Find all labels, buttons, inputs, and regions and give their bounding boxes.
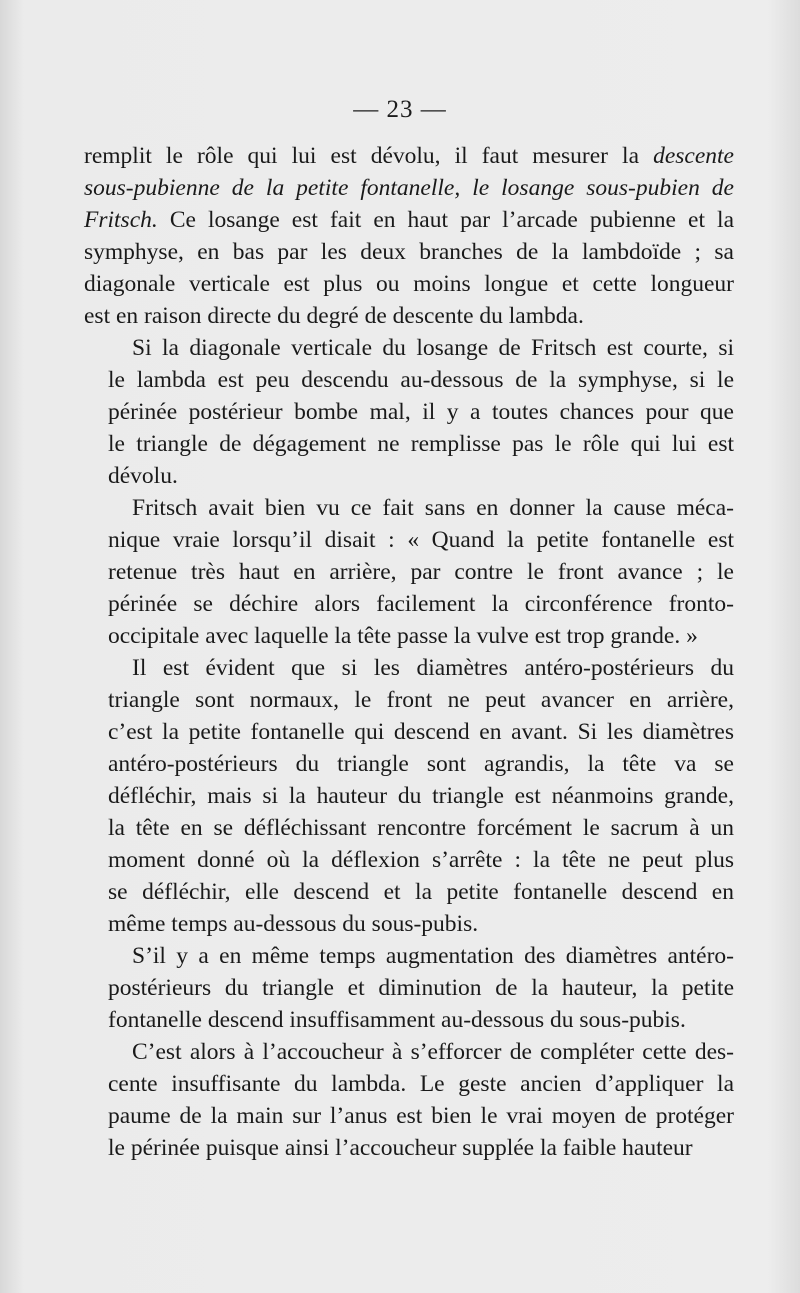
paragraph — [84, 140, 734, 332]
text-line — [84, 332, 734, 364]
body-text — [84, 140, 734, 1164]
text-line — [84, 268, 734, 300]
text-line — [84, 844, 734, 876]
text-line — [84, 908, 734, 940]
text-run: fontanelle descend insuffisamment au-dessous du sous-pubis. — [108, 1007, 686, 1033]
paragraph — [84, 492, 734, 652]
text-run: défléchir, mais si la hauteur du triangle est néanmoins grande, — [108, 783, 734, 809]
text-line — [84, 1004, 734, 1036]
text-line — [84, 460, 734, 492]
text-line — [84, 684, 734, 716]
text-run: dévolu. — [108, 463, 178, 489]
italic-text: Fritsch. — [84, 207, 158, 233]
paragraph — [84, 1036, 734, 1164]
text-run: Si la diagonale verticale du losange de Fritsch est courte, si — [132, 335, 734, 361]
paragraph — [84, 652, 734, 940]
text-run: périnée postérieur bombe mal, il y a toutes chances pour que — [108, 399, 734, 425]
text-line — [84, 940, 734, 972]
text-line — [84, 812, 734, 844]
text-line — [84, 1036, 734, 1068]
text-run: postérieurs du triangle et diminution de la hauteur, la petite — [108, 975, 734, 1001]
text-run: Fritsch avait bien vu ce fait sans en donner la cause méca- — [132, 495, 734, 521]
text-line — [84, 972, 734, 1004]
text-line — [84, 492, 734, 524]
text-line — [84, 1068, 734, 1100]
text-run: diagonale verticale est plus ou moins longue et cette longueur — [84, 271, 734, 297]
text-line — [84, 748, 734, 780]
paragraph — [84, 332, 734, 492]
text-run: est en raison directe du degré de descente du lambda. — [84, 303, 584, 329]
text-line — [84, 716, 734, 748]
text-run: la tête en se défléchissant rencontre forcément le sacrum à un — [108, 815, 734, 841]
text-run: symphyse, en bas par les deux branches de la lambdoïde ; sa — [84, 239, 734, 265]
text-line — [84, 1132, 734, 1164]
text-line — [84, 780, 734, 812]
text-line — [84, 620, 734, 652]
page-number: — 23 — — [353, 96, 447, 123]
text-run: même temps au-dessous du sous-pubis. — [108, 911, 479, 937]
text-run: remplit le rôle qui lui est dévolu, il faut mesurer la — [84, 143, 654, 169]
text-run: c’est la petite fontanelle qui descend en avant. Si les diamètres — [108, 719, 734, 745]
text-line — [84, 204, 734, 236]
text-line — [84, 428, 734, 460]
text-run: le lambda est peu descendu au-dessous de la symphyse, si le — [108, 367, 734, 393]
text-line — [84, 300, 734, 332]
text-run: triangle sont normaux, le front ne peut avancer en arrière, — [108, 687, 734, 713]
italic-text: descente — [653, 143, 734, 169]
text-line — [84, 140, 734, 172]
text-run: paume de la main sur l’anus est bien le vrai moyen de protéger — [108, 1103, 734, 1129]
text-run: nique vraie lorsqu’il disait : « Quand la petite fontanelle est — [108, 527, 734, 553]
text-run: Ce losange est fait en haut par l’arcade pubienne et la — [157, 207, 734, 233]
text-line — [84, 236, 734, 268]
italic-text: sous-pubienne de la petite fontanelle, le losange sous-pubien de — [84, 175, 734, 201]
text-line — [84, 652, 734, 684]
paragraph — [84, 940, 734, 1036]
text-run: se défléchir, elle descend et la petite fontanelle descend en — [108, 879, 734, 905]
text-run: cente insuffisante du lambda. Le geste ancien d’appliquer la — [108, 1071, 734, 1097]
text-line — [84, 396, 734, 428]
text-line — [84, 364, 734, 396]
text-line — [84, 524, 734, 556]
text-line — [84, 1100, 734, 1132]
text-run: antéro-postérieurs du triangle sont agrandis, la tête va se — [108, 751, 734, 777]
text-run: périnée se déchire alors facilement la circonférence fronto- — [108, 591, 734, 617]
text-run: le périnée puisque ainsi l’accoucheur supplée la faible hauteur — [108, 1135, 693, 1161]
text-line — [84, 588, 734, 620]
text-run: S’il y a en même temps augmentation des diamètres antéro- — [132, 943, 734, 969]
text-line — [84, 172, 734, 204]
text-run: Il est évident que si les diamètres antéro-postérieurs du — [132, 655, 734, 681]
text-run: moment donné où la déflexion s’arrête : la tête ne peut plus — [108, 847, 734, 873]
text-line — [84, 876, 734, 908]
text-run: C’est alors à l’accoucheur à s’efforcer de compléter cette des- — [132, 1039, 734, 1065]
text-run: le triangle de dégagement ne remplisse pas le rôle qui lui est — [108, 431, 734, 457]
text-run: occipitale avec laquelle la tête passe la vulve est trop grande. » — [108, 623, 698, 649]
text-run: retenue très haut en arrière, par contre le front avance ; le — [108, 559, 734, 585]
text-line — [84, 556, 734, 588]
